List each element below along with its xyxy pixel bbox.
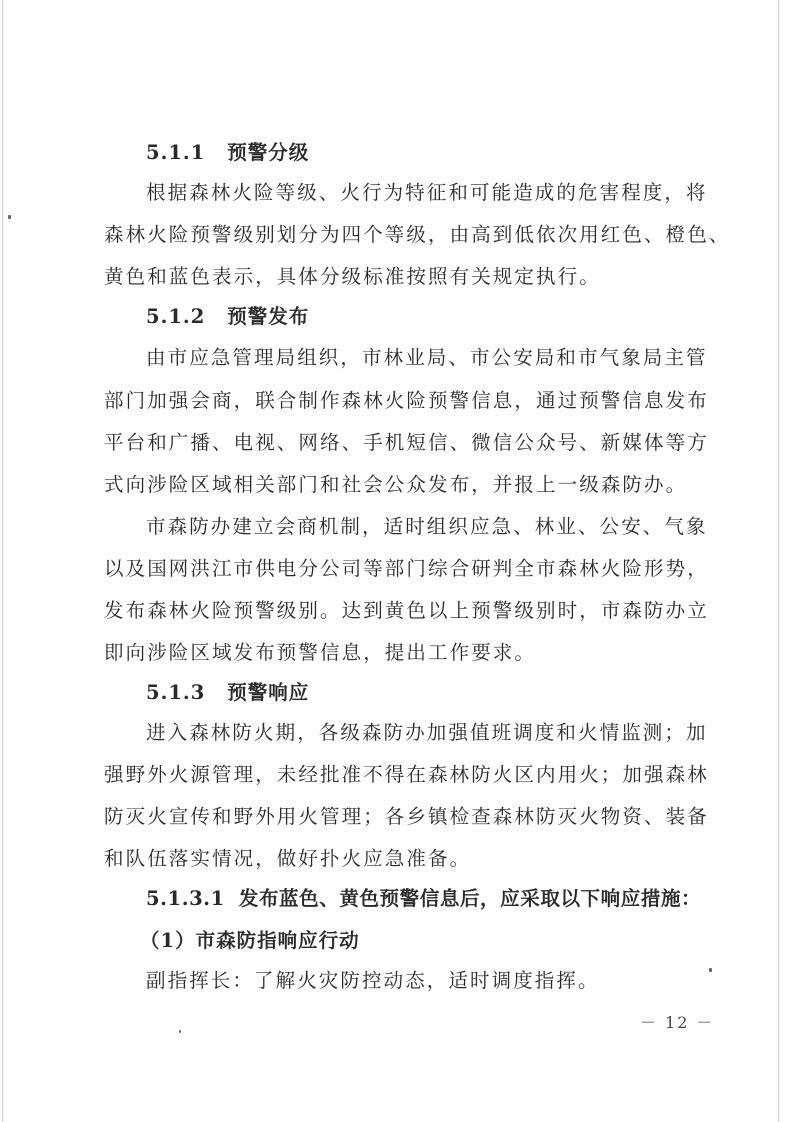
subheading-1: （1）市森防指响应行动 <box>140 929 360 952</box>
paragraph-line: 强野外火源管理，未经批准不得在森林防火区内用火；加强森林 <box>104 763 709 786</box>
heading-number: 5.1.2 <box>146 305 206 328</box>
heading-title: 预警发布 <box>227 305 310 328</box>
heading-5-1-2 <box>146 304 694 330</box>
paragraph-line: 黄色和蓝色表示，具体分级标准按照有关规定执行。 <box>104 265 601 288</box>
page-number: － 12 － <box>640 1013 715 1032</box>
heading-5-1-3 <box>146 680 694 706</box>
paragraph-line: 根据森林火险等级、火行为特征和可能造成的危害程度，将 <box>146 181 708 204</box>
paragraph-line: 以及国网洪江市供电分公司等部门综合研判全市森林火险形势， <box>104 557 709 580</box>
scan-speck <box>8 215 11 219</box>
scan-left-edge <box>2 0 3 1122</box>
paragraph-line: 式向涉险区域相关部门和社会公众发布，并报上一级森防办。 <box>104 473 688 496</box>
heading-title: 发布蓝色、黄色预警信息后，应采取以下响应措施： <box>238 887 702 910</box>
heading-5-1-1 <box>146 140 694 166</box>
paragraph-line: 副指挥长：了解火灾防控动态，适时调度指挥。 <box>146 969 600 992</box>
paragraph-line: 市森防办建立会商机制，适时组织应急、林业、公安、气象 <box>146 515 708 538</box>
heading-5-1-3-1 <box>146 886 702 912</box>
paragraph-line: 即向涉险区域发布预警信息，提出工作要求。 <box>104 641 537 664</box>
paragraph-line: 防灭火宣传和野外用火管理；各乡镇检查森林防灭火物资、装备 <box>104 805 709 828</box>
paragraph-line: 由市应急管理局组织，市林业局、市公安局和市气象局主管 <box>146 346 708 369</box>
paragraph-line: 进入森林防火期，各级森防办加强值班调度和火情监测；加 <box>146 721 708 744</box>
scan-right-edge <box>778 0 779 1122</box>
paragraph-line: 平台和广播、电视、网络、手机短信、微信公众号、新媒体等方 <box>104 431 709 454</box>
paragraph-line: 森林火险预警级别划分为四个等级，由高到低依次用红色、橙色、 <box>104 223 731 246</box>
paragraph-line: 发布森林火险预警级别。达到黄色以上预警级别时，市森防办立 <box>104 599 709 622</box>
paragraph-line: 和队伍落实情况，做好扑火应急准备。 <box>104 847 472 870</box>
heading-number: 5.1.1 <box>146 141 206 164</box>
scan-speck <box>709 968 712 972</box>
heading-number: 5.1.3.1 <box>146 887 225 910</box>
heading-title: 预警响应 <box>227 681 310 704</box>
heading-title: 预警分级 <box>227 141 310 164</box>
scan-speck <box>179 1030 181 1033</box>
heading-number: 5.1.3 <box>146 681 206 704</box>
paragraph-line: 部门加强会商，联合制作森林火险预警信息，通过预警信息发布 <box>104 389 709 412</box>
